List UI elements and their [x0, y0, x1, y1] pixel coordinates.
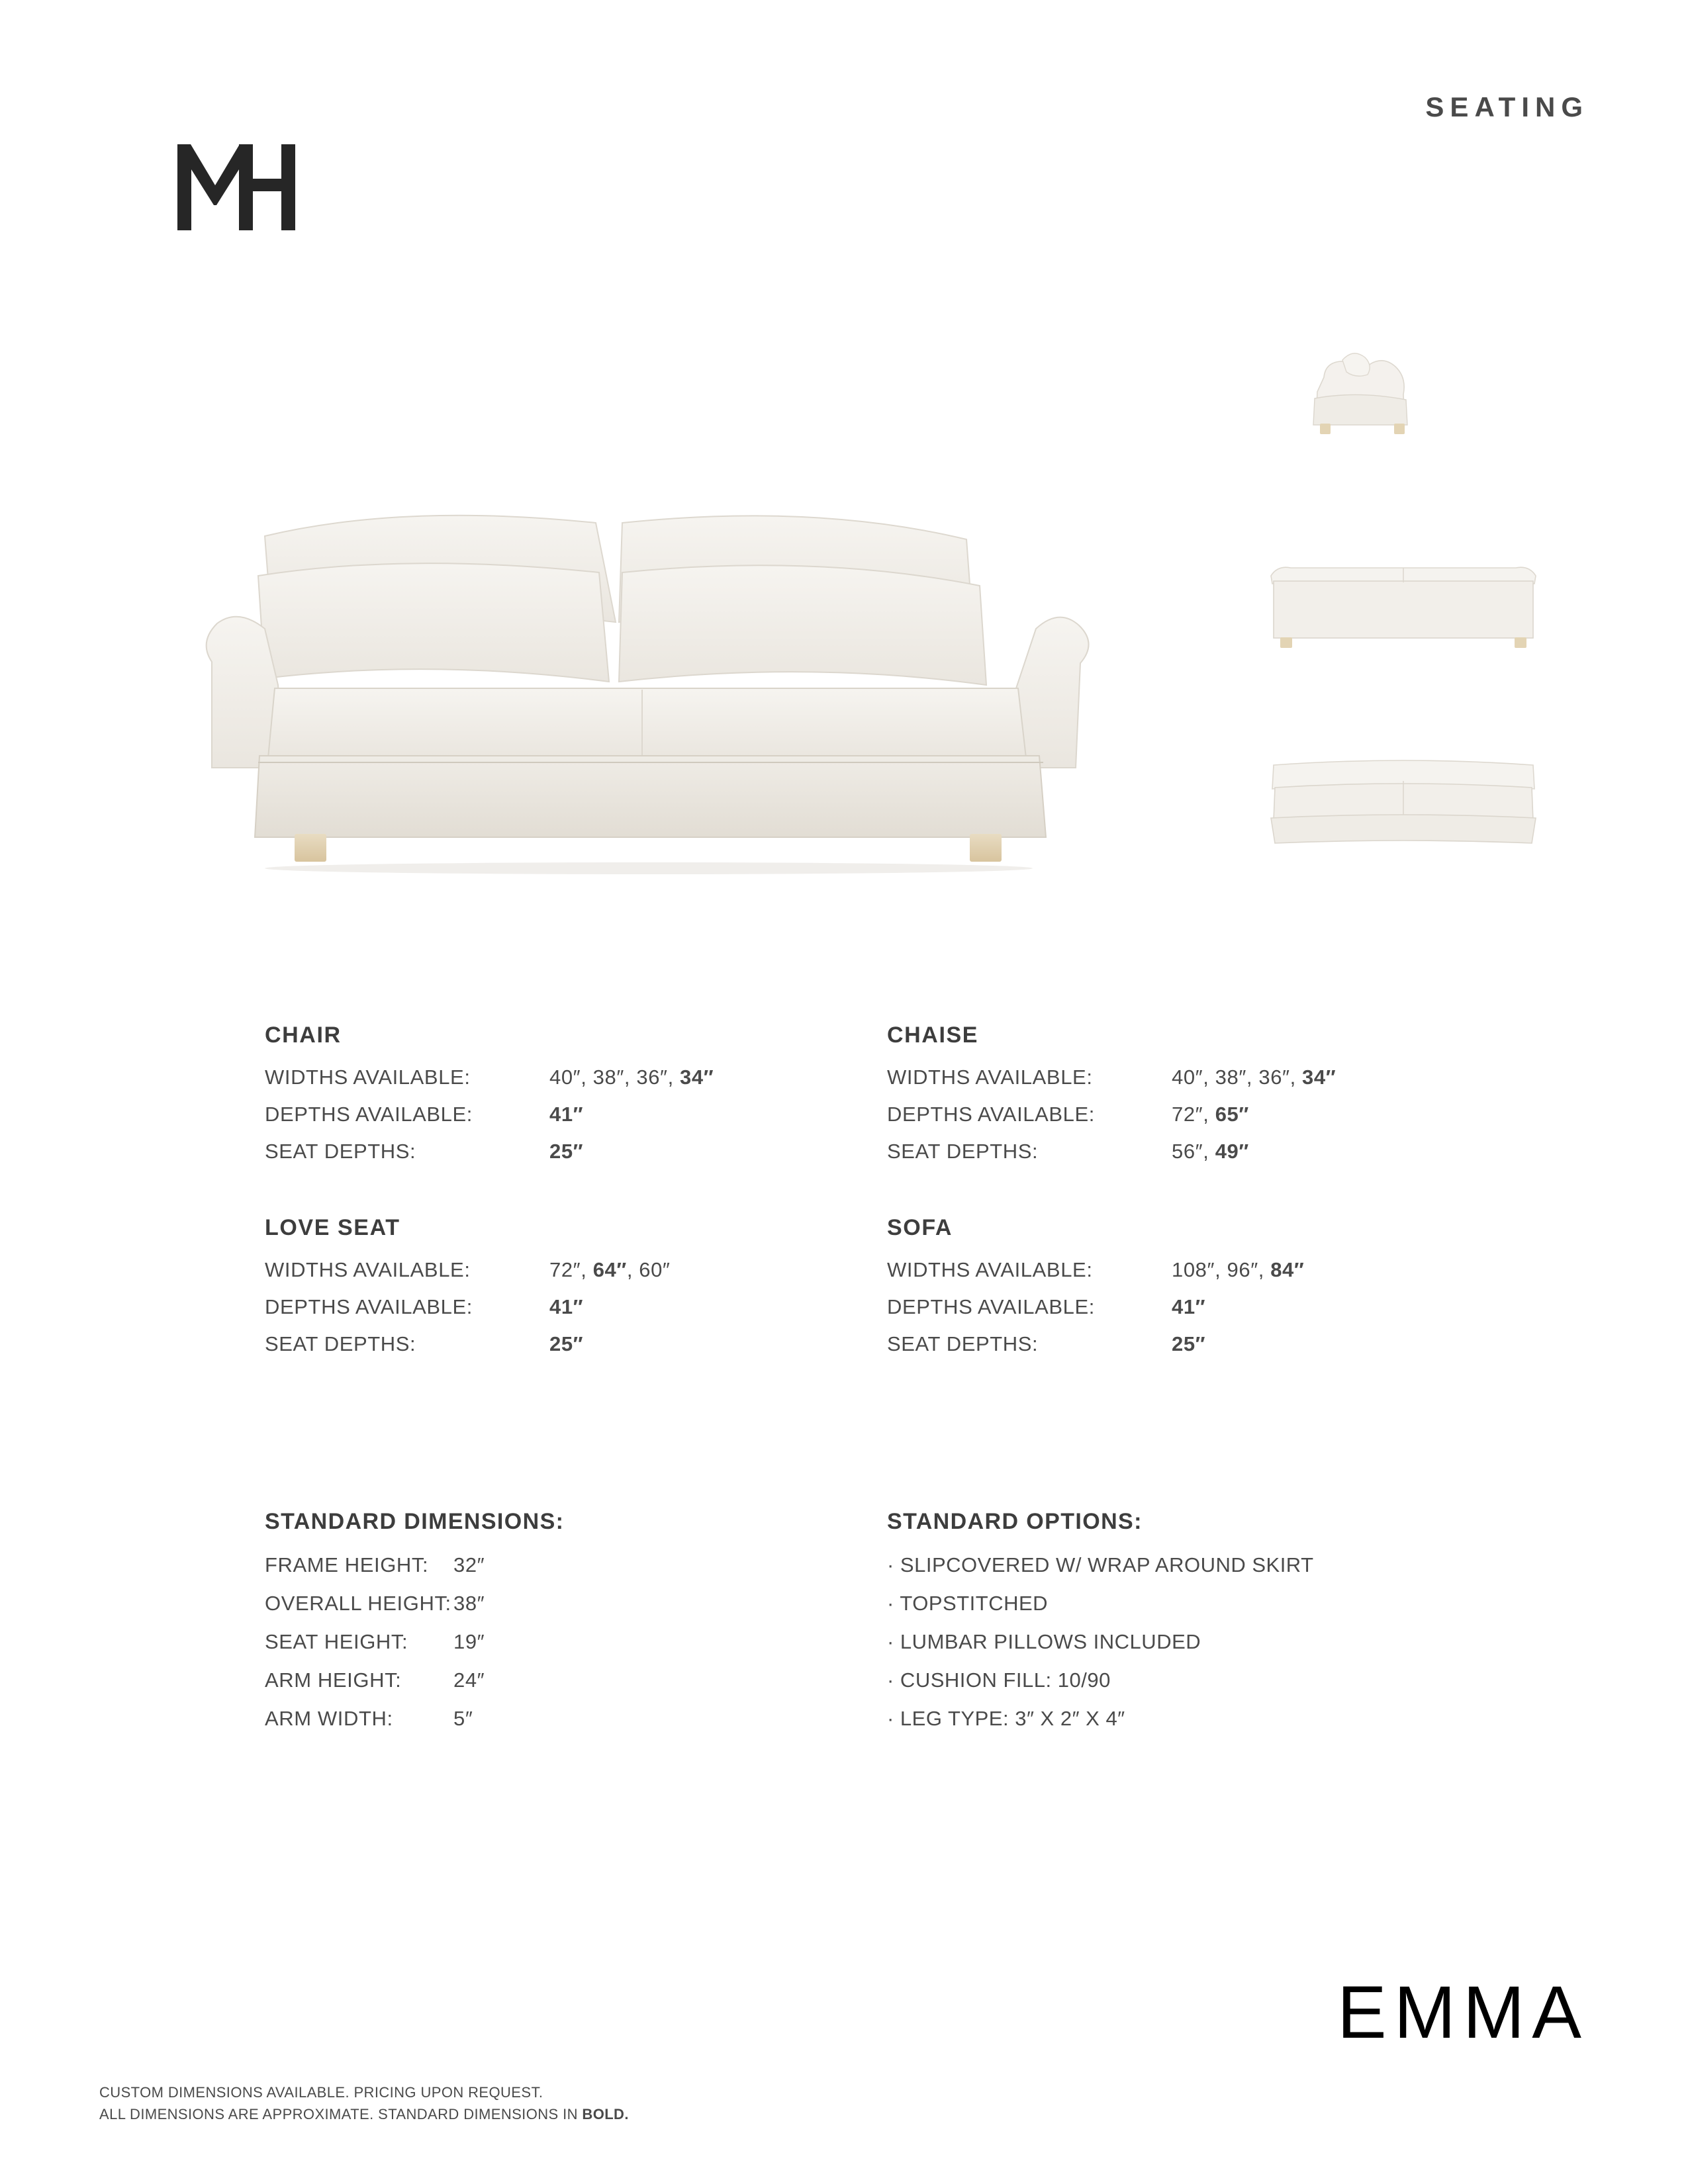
spec-value: 108″, 96″, 84″: [1172, 1258, 1305, 1281]
category-label: SEATING: [1425, 91, 1589, 122]
option-item: · TOPSTITCHED: [887, 1592, 1049, 1615]
dimension-value: 24″: [453, 1668, 485, 1692]
option-item: · LEG TYPE: 3″ X 2″ X 4″: [887, 1707, 1125, 1730]
spec-title: CHAIR: [265, 1023, 342, 1048]
dimension-row: [265, 1592, 887, 1615]
spec-value: 56″, 49″: [1172, 1140, 1249, 1163]
dimension-label: ARM HEIGHT:: [265, 1668, 402, 1692]
spec-row: [887, 1140, 1430, 1163]
spec-label: DEPTHS AVAILABLE:: [265, 1103, 473, 1126]
footer-line-2: ALL DIMENSIONS ARE APPROXIMATE. STANDARD DIMENSIONS IN BOLD.: [99, 2106, 629, 2122]
alternate-views: [1258, 331, 1556, 927]
lower-detail-grid: [265, 1509, 1430, 1745]
specification-grid: [265, 1023, 1430, 1369]
footer-notes: [99, 2081, 629, 2125]
standard-options-block: [887, 1509, 1430, 1745]
spec-label: SEAT DEPTHS:: [265, 1332, 416, 1355]
spec-label: DEPTHS AVAILABLE:: [887, 1295, 1096, 1318]
option-item: · CUSHION FILL: 10/90: [887, 1668, 1111, 1692]
spec-row: [265, 1103, 887, 1126]
dimension-row: [265, 1668, 887, 1692]
mh-logo: [177, 144, 356, 230]
spec-value: 41″: [549, 1295, 584, 1318]
spec-value: 41″: [1172, 1295, 1206, 1318]
spec-label: DEPTHS AVAILABLE:: [265, 1295, 473, 1318]
spec-label: WIDTHS AVAILABLE:: [887, 1066, 1093, 1089]
spec-value: 41″: [549, 1103, 584, 1126]
sofa-side-view-image: [1284, 338, 1470, 457]
spec-label: WIDTHS AVAILABLE:: [887, 1258, 1093, 1281]
sofa-top-view-image: [1264, 741, 1542, 874]
spec-label: SEAT DEPTHS:: [265, 1140, 416, 1163]
dimension-row: [265, 1707, 887, 1731]
footer-line-1: CUSTOM DIMENSIONS AVAILABLE. PRICING UPON REQUEST.: [99, 2084, 543, 2101]
sofa-front-image: [185, 424, 1192, 887]
spec-value: 40″, 38″, 36″, 34″: [549, 1066, 714, 1089]
spec-row: [265, 1332, 887, 1356]
spec-row: [887, 1258, 1430, 1282]
spec-label: WIDTHS AVAILABLE:: [265, 1258, 471, 1281]
dimension-row: [265, 1553, 887, 1577]
dimension-label: FRAME HEIGHT:: [265, 1553, 429, 1576]
standard-dimensions-block: [265, 1509, 887, 1745]
dimension-label: OVERALL HEIGHT:: [265, 1592, 451, 1615]
spec-title: CHAISE: [887, 1023, 979, 1048]
spec-row: [887, 1103, 1430, 1126]
option-item: · LUMBAR PILLOWS INCLUDED: [887, 1630, 1201, 1653]
spec-label: WIDTHS AVAILABLE:: [265, 1066, 471, 1089]
dimension-row: [265, 1630, 887, 1654]
spec-row: [265, 1258, 887, 1282]
dimension-label: SEAT HEIGHT:: [265, 1630, 408, 1653]
spec-row: [265, 1066, 887, 1089]
spec-value: 72″, 64″, 60″: [549, 1258, 671, 1281]
spec-row: [887, 1066, 1430, 1089]
sofa-back-view-image: [1264, 543, 1542, 675]
spec-row: [265, 1140, 887, 1163]
dimension-value: 38″: [453, 1592, 485, 1615]
spec-label: SEAT DEPTHS:: [887, 1332, 1039, 1355]
dimension-value: 19″: [453, 1630, 485, 1653]
spec-row: [265, 1295, 887, 1319]
spec-row: [887, 1295, 1430, 1319]
spec-value: 25″: [549, 1332, 584, 1355]
spec-title: LOVE SEAT: [265, 1215, 400, 1240]
dimension-label: ARM WIDTH:: [265, 1707, 393, 1730]
standard-options-title: STANDARD OPTIONS:: [887, 1509, 1143, 1534]
spec-label: DEPTHS AVAILABLE:: [887, 1103, 1096, 1126]
dimension-value: 32″: [453, 1553, 485, 1576]
spec-label: SEAT DEPTHS:: [887, 1140, 1039, 1163]
option-item: · SLIPCOVERED W/ WRAP AROUND SKIRT: [887, 1553, 1314, 1576]
spec-block-chair: [265, 1023, 887, 1177]
spec-value: 25″: [549, 1140, 584, 1163]
spec-title: SOFA: [887, 1215, 953, 1240]
standard-dimensions-title: STANDARD DIMENSIONS:: [265, 1509, 565, 1534]
product-name: EMMA: [1337, 1971, 1589, 2054]
spec-block-sofa: [887, 1215, 1430, 1369]
spec-value: 40″, 38″, 36″, 34″: [1172, 1066, 1336, 1089]
spec-value: 72″, 65″: [1172, 1103, 1249, 1126]
spec-block-love-seat: [265, 1215, 887, 1369]
dimension-value: 5″: [453, 1707, 473, 1730]
spec-row: [887, 1332, 1430, 1356]
spec-value: 25″: [1172, 1332, 1206, 1355]
spec-block-chaise: [887, 1023, 1430, 1177]
